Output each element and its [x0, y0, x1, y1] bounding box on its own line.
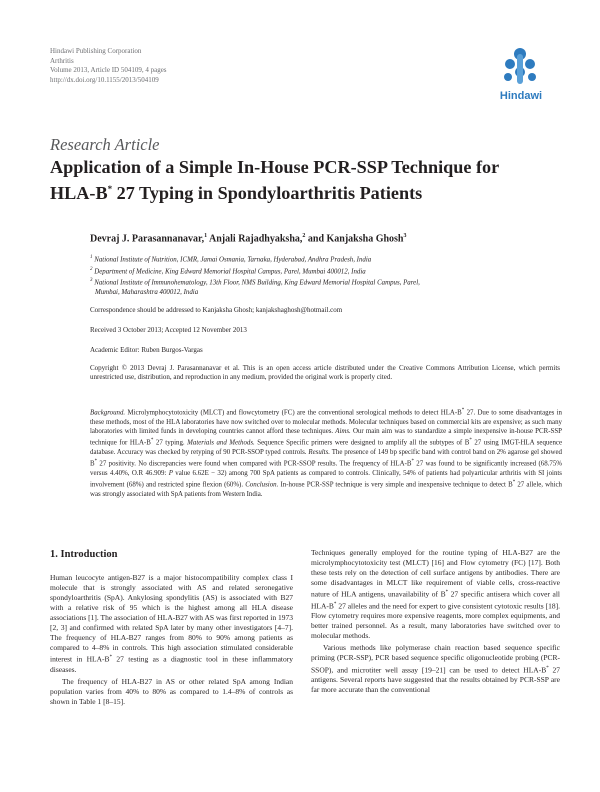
affiliation: [90, 265, 560, 277]
paragraph: [50, 573, 293, 675]
star-sup: *: [150, 438, 154, 444]
author-name: Anjali Rajadhyaksha,: [207, 233, 303, 245]
academic-editor: Academic Editor: Ruben Burgos-Vargas: [90, 346, 203, 354]
star-sup: *: [512, 480, 516, 486]
title-line-2: [50, 178, 560, 204]
abstract-text: 27 allele, which was strongly associated with SpA patients from Western India.: [90, 481, 563, 498]
star-sup: *: [94, 459, 98, 465]
affiliation-text: National Institute of Nutrition, ICMR, Jamai Osmania, Tarnaka, Hyderabad, Andhra Pradesh, India: [94, 256, 372, 264]
star-sup: *: [333, 601, 337, 607]
affiliation-num: 2: [90, 266, 93, 272]
affiliation: [90, 276, 560, 288]
abstract-text: 27. Due to some disadvantages in these methods, most of the HLA laboratories have now switched over to molecular methods. Molecular techniques based on commercial kits are expensive; as such many laboratories with limited funds in developing countries cannot afford these techniques.: [90, 409, 562, 435]
star-sup: *: [109, 655, 113, 661]
abstract-label: Results.: [306, 448, 330, 456]
star-sup: *: [411, 459, 414, 465]
paragraph: The frequency of HLA-B27 in AS or other related SpA among Indian population varies from 40% to 80% as compared to 1.4–8% of controls as shown in Table 1 [8–15].: [50, 676, 293, 707]
affiliation: [90, 253, 560, 265]
title-hla: HLA-B: [50, 183, 108, 204]
affiliation-text: National Institute of Immunohematology, 13th Floor, NMS Building, King Edward Memorial Hospital Campus, Parel,: [94, 279, 420, 287]
left-column: [50, 573, 293, 707]
volume-info: Volume 2013, Article ID 504109, 4 pages: [50, 66, 167, 75]
abstract-text: The presence of 149 bp specific band with control band on 2% agarose gel showed B: [90, 448, 562, 468]
journal-header: [50, 47, 167, 85]
copyright-notice: Copyright © 2013 Devraj J. Parasannanavar et al. This is an open access article distributed under the Creative Commons Attribution License, which permits unrestricted use, distribution, and reproduction in any medium, provided the original work is properly cited.: [90, 364, 560, 382]
paragraph-text: Techniques generally employed for the routine typing of HLA-B27 are the microlymphocytotoxicity test (MLCT) [16] and Flow cytometry (FC) [17]. Both these tests rely on the detection of cell surface antigens by antibodies. There are some disadvantages in MLCT like requirement of viable cells, cross-reactive nature of HLA antigens, unavailability of B: [311, 548, 560, 599]
affiliation-text: Department of Medicine, King Edward Memorial Hospital Campus, Parel, Mumbai 400012, India: [94, 268, 366, 275]
abstract: [90, 406, 562, 499]
abstract-label: Materials and Methods.: [184, 439, 255, 447]
paragraph-text: 27 antigens. Several reports have suggested that the results obtained by PCR-SSP are far more accurate than the conventional: [311, 665, 560, 695]
abstract-text: Microlymphocytotoxicity (MLCT) and flowcytometry (FC) are the conventional serological methods to detect HLA-B: [125, 409, 462, 417]
affiliation-continued: Mumbai, Maharashtra 400012, India: [95, 289, 199, 297]
author-name: Devraj J. Parasannanavar,: [90, 233, 205, 245]
abstract-text: 27 typing.: [153, 439, 185, 447]
abstract-text: 27 using IMGT-HLA sequence database. Accuracy was checked by retyping of 90 PCR-SSOP typed controls.: [90, 439, 563, 456]
author-list: [90, 233, 407, 244]
title-rest: 27 Typing in Spondyloarthritis Patients: [112, 183, 423, 204]
publisher: Hindawi Publishing Corporation: [50, 47, 142, 55]
star-sup: *: [546, 665, 549, 671]
title-star: *: [107, 184, 113, 194]
author-sup: 2: [302, 233, 306, 239]
right-column: [311, 548, 560, 695]
abstract-text: 27 was found to be significantly increased (68.75% versus 4.40%, O.R 46.909:: [90, 460, 563, 477]
author-sup: 1: [204, 233, 208, 239]
journal-name: Arthritis: [50, 56, 74, 65]
correspondence: [90, 306, 560, 315]
abstract-label: Background.: [90, 409, 126, 417]
logo-text: Hindawi: [499, 90, 543, 102]
p-value-symbol: P: [168, 469, 173, 477]
author-sup: 3: [403, 233, 407, 239]
abstract-text: 27 positivity. No discrepancies were found when compared with PCR-SSOP results. The frequency of HLA-B: [97, 460, 412, 468]
title-line-1: Application of a Simple In-House PCR-SSP Technique for: [50, 157, 500, 177]
abstract-label: Conclusion.: [243, 481, 279, 489]
paragraph-text: 27 specific antisera which cover all HLA-B: [311, 589, 560, 611]
paragraph: [311, 548, 560, 641]
affiliation-num: 3: [90, 278, 93, 284]
paragraph-text: Human leucocyte antigen-B27 is a major histocompatibility complex class I molecule that is strongly associated with AS and related seronegative spondyloarthritis (SpA). Ankylosing spondylitis (AS) is associated with B27 with a relative risk of 95 which is the highest among all HLA disease associations [1]. The association of HLA-B27 with AS was first reported in 1973 [2, 3] and confirmed with related SpA later by many other investigators [4–7]. The frequency of HLA-B27 ranges from 80% to 90% among patients as compared to 4–8% in controls. This high association stimulated considerable interest in HLA-B: [50, 573, 293, 664]
received-dates: Received 3 October 2013; Accepted 12 November 2013: [90, 326, 247, 334]
abstract-text: Sequence Specific primers were designed to amplify all the subtypes of B: [254, 439, 470, 447]
abstract-text: In-house PCR-SSP technique is very simple and inexpensive technique to detect B: [278, 481, 513, 489]
star-sup: *: [469, 438, 472, 444]
paragraph-text: Various methods like polymerase chain reaction based sequence specific priming (PCR-SSP), PCR based sequence specific oligonucleotide probing (PCR-SSOP), and microtiter well assay [19–21] can be used to detect HLA-B: [311, 643, 560, 675]
paragraph-text: 27 testing as a diagnostic tool in these inflammatory diseases.: [50, 654, 293, 674]
affiliation-num: 1: [90, 255, 93, 260]
section-heading: 1. Introduction: [50, 549, 118, 560]
star-sup: *: [461, 408, 465, 413]
author-name: and Kanjaksha Ghosh: [305, 233, 404, 245]
paragraph-text: 27 alleles and the need for expert to give consistent cytotoxic results [18]. Flow cytometry requires more expensive reagents, more complex equipments, and better trained personnel. As a result, many laboratories have switched over to molecular methods.: [311, 601, 560, 641]
article-title: [50, 156, 560, 204]
correspondence-text: Correspondence should be addressed to Kanjaksha Ghosh; kanjakshaghosh@hotmail.com: [90, 306, 343, 314]
doi-link[interactable]: http://dx.doi.org/10.1155/2013/504109: [50, 75, 159, 84]
abstract-label: Aims.: [333, 427, 351, 435]
paragraph: [311, 643, 560, 695]
article-type: Research Article: [50, 135, 160, 154]
abstract-text: value 6.62E − 32) among 700 SpA patients as compared to controls. Clinically, 54% of patients had polyarticular arthritis with SI joints involvement (68%) and restricted spine flexion (60%).: [90, 469, 562, 489]
abstract-text: Our main aim was to standardize a simple inexpensive in-house PCR-SSP technique for HLA-B: [90, 427, 562, 447]
star-sup: *: [445, 590, 449, 596]
affiliations: [90, 253, 560, 298]
